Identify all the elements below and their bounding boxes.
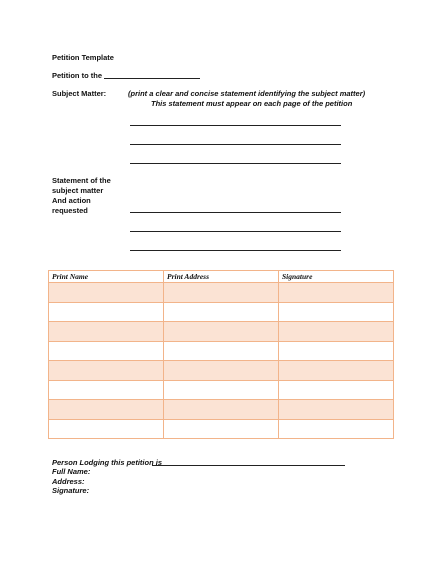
petition-to-line[interactable] xyxy=(104,78,200,79)
table-row xyxy=(49,341,394,361)
full-name-label: Full Name: xyxy=(52,467,91,476)
table-row xyxy=(49,322,394,342)
address-cell[interactable] xyxy=(164,302,279,322)
statement-label-3: And action xyxy=(52,196,91,205)
address-cell[interactable] xyxy=(164,322,279,342)
address-cell[interactable] xyxy=(164,400,279,420)
name-cell[interactable] xyxy=(49,283,164,303)
address-cell[interactable] xyxy=(164,419,279,439)
instruction-line-1: (print a clear and concise statement identifying the subject matter) xyxy=(128,89,366,98)
statement-label-1: Statement of the xyxy=(52,176,111,185)
address-cell[interactable] xyxy=(164,341,279,361)
name-cell[interactable] xyxy=(49,302,164,322)
lodging-label: Person Lodging this petition is xyxy=(52,458,162,467)
signature-cell[interactable] xyxy=(279,322,394,342)
address-label: Address: xyxy=(52,477,85,486)
table-row xyxy=(49,419,394,439)
table-header-row xyxy=(49,271,394,283)
signature-cell[interactable] xyxy=(279,283,394,303)
subject-line-2[interactable] xyxy=(130,144,341,145)
signature-cell[interactable] xyxy=(279,302,394,322)
name-cell[interactable] xyxy=(49,400,164,420)
signature-table xyxy=(48,270,394,439)
table-row xyxy=(49,302,394,322)
name-cell[interactable] xyxy=(49,419,164,439)
signature-cell[interactable] xyxy=(279,380,394,400)
header-signature: Signature xyxy=(279,271,394,283)
signature-cell[interactable] xyxy=(279,400,394,420)
name-cell[interactable] xyxy=(49,341,164,361)
subject-line-3[interactable] xyxy=(130,163,341,164)
document-title: Petition Template xyxy=(52,53,114,62)
address-cell[interactable] xyxy=(164,361,279,381)
statement-line-3[interactable] xyxy=(130,250,341,251)
table-row xyxy=(49,400,394,420)
address-cell[interactable] xyxy=(164,283,279,303)
signature-cell[interactable] xyxy=(279,419,394,439)
instruction-line-2: This statement must appear on each page of the petition xyxy=(151,99,353,108)
signature-label: Signature: xyxy=(52,486,90,495)
table-row xyxy=(49,380,394,400)
signature-cell[interactable] xyxy=(279,361,394,381)
statement-line-2[interactable] xyxy=(130,231,341,232)
name-cell[interactable] xyxy=(49,322,164,342)
statement-label-4: requested xyxy=(52,206,88,215)
table-row xyxy=(49,361,394,381)
header-print-address: Print Address xyxy=(164,271,279,283)
statement-line-1[interactable] xyxy=(130,212,341,213)
address-cell[interactable] xyxy=(164,380,279,400)
lodging-line[interactable] xyxy=(152,465,345,466)
signature-cell[interactable] xyxy=(279,341,394,361)
petition-to-label: Petition to the xyxy=(52,71,102,80)
table-row xyxy=(49,283,394,303)
name-cell[interactable] xyxy=(49,361,164,381)
name-cell[interactable] xyxy=(49,380,164,400)
header-print-name: Print Name xyxy=(49,271,164,283)
subject-matter-label: Subject Matter: xyxy=(52,89,107,98)
statement-label-2: subject matter xyxy=(52,186,104,195)
subject-line-1[interactable] xyxy=(130,125,341,126)
